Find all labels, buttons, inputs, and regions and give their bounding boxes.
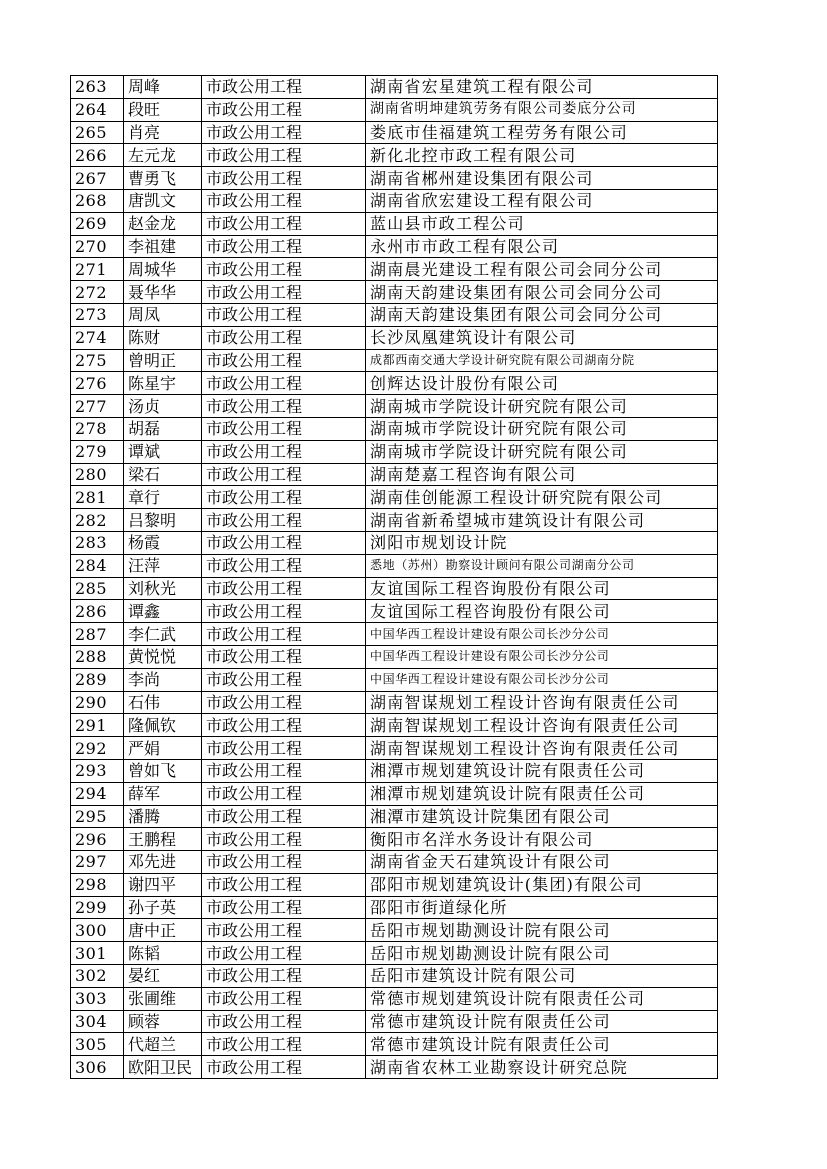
person-name: 汪萍 [124, 554, 202, 577]
discipline-category: 市政公用工程 [202, 121, 366, 144]
organization-name: 常德市规划建筑设计院有限责任公司 [366, 987, 718, 1010]
row-number: 287 [71, 623, 124, 646]
table-row [71, 577, 718, 600]
table-row [71, 212, 718, 235]
person-name: 隆佩钦 [124, 714, 202, 737]
table-row [71, 531, 718, 554]
table-row [71, 98, 718, 121]
table-row [71, 987, 718, 1010]
discipline-category: 市政公用工程 [202, 600, 366, 623]
table-row [71, 851, 718, 874]
row-number: 298 [71, 873, 124, 896]
organization-name: 邵阳市街道绿化所 [366, 896, 718, 919]
person-name: 刘秋光 [124, 577, 202, 600]
organization-name: 湖南省农林工业勘察设计研究总院 [366, 1056, 718, 1079]
row-number: 282 [71, 509, 124, 532]
organization-name: 友谊国际工程咨询股份有限公司 [366, 600, 718, 623]
discipline-category: 市政公用工程 [202, 873, 366, 896]
person-name: 李仁武 [124, 623, 202, 646]
discipline-category: 市政公用工程 [202, 623, 366, 646]
row-number: 297 [71, 851, 124, 874]
discipline-category: 市政公用工程 [202, 668, 366, 691]
table-row [71, 668, 718, 691]
table-row [71, 554, 718, 577]
person-name: 胡磊 [124, 417, 202, 440]
row-number: 294 [71, 782, 124, 805]
table-row [71, 782, 718, 805]
table-row [71, 942, 718, 965]
row-number: 263 [71, 76, 124, 99]
row-number: 284 [71, 554, 124, 577]
organization-name: 悉地（苏州）勘察设计顾问有限公司湖南分公司 [366, 554, 718, 577]
organization-name: 湖南天韵建设集团有限公司会同分公司 [366, 303, 718, 326]
row-number: 305 [71, 1033, 124, 1056]
person-name: 严娟 [124, 737, 202, 760]
row-number: 268 [71, 189, 124, 212]
discipline-category: 市政公用工程 [202, 486, 366, 509]
discipline-category: 市政公用工程 [202, 509, 366, 532]
table-row [71, 645, 718, 668]
row-number: 271 [71, 258, 124, 281]
row-number: 280 [71, 463, 124, 486]
organization-name: 湖南省宏星建筑工程有限公司 [366, 76, 718, 99]
row-number: 302 [71, 965, 124, 988]
discipline-category: 市政公用工程 [202, 919, 366, 942]
organization-name: 中国华西工程设计建设有限公司长沙分公司 [366, 668, 718, 691]
organization-name: 岳阳市规划勘测设计院有限公司 [366, 942, 718, 965]
row-number: 290 [71, 691, 124, 714]
person-name: 欧阳卫民 [124, 1056, 202, 1079]
person-name: 谭鑫 [124, 600, 202, 623]
organization-name: 中国华西工程设计建设有限公司长沙分公司 [366, 623, 718, 646]
discipline-category: 市政公用工程 [202, 167, 366, 190]
person-name: 张圃维 [124, 987, 202, 1010]
discipline-category: 市政公用工程 [202, 828, 366, 851]
discipline-category: 市政公用工程 [202, 463, 366, 486]
table-row [71, 965, 718, 988]
person-name: 谭斌 [124, 440, 202, 463]
discipline-category: 市政公用工程 [202, 417, 366, 440]
discipline-category: 市政公用工程 [202, 714, 366, 737]
person-name: 谢四平 [124, 873, 202, 896]
row-number: 292 [71, 737, 124, 760]
person-name: 曾明正 [124, 349, 202, 372]
person-name: 李祖建 [124, 235, 202, 258]
organization-name: 浏阳市规划设计院 [366, 531, 718, 554]
organization-name: 永州市市政工程有限公司 [366, 235, 718, 258]
organization-name: 湖南智谋规划工程设计咨询有限责任公司 [366, 691, 718, 714]
row-number: 266 [71, 144, 124, 167]
table-row [71, 395, 718, 418]
person-name: 唐中正 [124, 919, 202, 942]
row-number: 274 [71, 326, 124, 349]
row-number: 293 [71, 759, 124, 782]
table-row [71, 281, 718, 304]
person-name: 李尚 [124, 668, 202, 691]
table-row [71, 1010, 718, 1033]
discipline-category: 市政公用工程 [202, 987, 366, 1010]
person-name: 周凤 [124, 303, 202, 326]
discipline-category: 市政公用工程 [202, 577, 366, 600]
row-number: 278 [71, 417, 124, 440]
person-name: 梁石 [124, 463, 202, 486]
person-name: 陈星宇 [124, 372, 202, 395]
table-row [71, 440, 718, 463]
organization-name: 湖南省欣宏建设工程有限公司 [366, 189, 718, 212]
table-row [71, 258, 718, 281]
organization-name: 湖南省金天石建筑设计有限公司 [366, 851, 718, 874]
organization-name: 湖南城市学院设计研究院有限公司 [366, 440, 718, 463]
organization-name: 常德市建筑设计院有限责任公司 [366, 1033, 718, 1056]
table-row [71, 600, 718, 623]
table-row [71, 759, 718, 782]
person-name: 黄悦悦 [124, 645, 202, 668]
organization-name: 湘潭市建筑设计院集团有限公司 [366, 805, 718, 828]
organization-name: 岳阳市规划勘测设计院有限公司 [366, 919, 718, 942]
discipline-category: 市政公用工程 [202, 965, 366, 988]
discipline-category: 市政公用工程 [202, 805, 366, 828]
organization-name: 湘潭市规划建筑设计院有限责任公司 [366, 759, 718, 782]
discipline-category: 市政公用工程 [202, 531, 366, 554]
person-name: 曹勇飞 [124, 167, 202, 190]
row-number: 272 [71, 281, 124, 304]
table-row [71, 76, 718, 99]
organization-name: 长沙凤凰建筑设计有限公司 [366, 326, 718, 349]
registry-table [70, 75, 718, 1079]
row-number: 303 [71, 987, 124, 1010]
person-name: 孙子英 [124, 896, 202, 919]
organization-name: 湖南智谋规划工程设计咨询有限责任公司 [366, 737, 718, 760]
organization-name: 创辉达设计股份有限公司 [366, 372, 718, 395]
organization-name: 常德市建筑设计院有限责任公司 [366, 1010, 718, 1033]
table-row [71, 303, 718, 326]
table-row [71, 896, 718, 919]
organization-name: 新化北控市政工程有限公司 [366, 144, 718, 167]
organization-name: 衡阳市名洋水务设计有限公司 [366, 828, 718, 851]
organization-name: 湖南佳创能源工程设计研究院有限公司 [366, 486, 718, 509]
table-row [71, 691, 718, 714]
table-row [71, 189, 718, 212]
organization-name: 中国华西工程设计建设有限公司长沙分公司 [366, 645, 718, 668]
person-name: 聂华华 [124, 281, 202, 304]
table-row [71, 235, 718, 258]
table-row [71, 509, 718, 532]
person-name: 肖亮 [124, 121, 202, 144]
row-number: 299 [71, 896, 124, 919]
discipline-category: 市政公用工程 [202, 144, 366, 167]
person-name: 唐凯文 [124, 189, 202, 212]
organization-name: 湖南城市学院设计研究院有限公司 [366, 417, 718, 440]
organization-name: 邵阳市规划建筑设计(集团)有限公司 [366, 873, 718, 896]
row-number: 283 [71, 531, 124, 554]
row-number: 288 [71, 645, 124, 668]
person-name: 吕黎明 [124, 509, 202, 532]
discipline-category: 市政公用工程 [202, 759, 366, 782]
table-row [71, 372, 718, 395]
discipline-category: 市政公用工程 [202, 281, 366, 304]
table-row [71, 463, 718, 486]
discipline-category: 市政公用工程 [202, 326, 366, 349]
person-name: 周城华 [124, 258, 202, 281]
person-name: 邓先进 [124, 851, 202, 874]
table-row [71, 919, 718, 942]
row-number: 273 [71, 303, 124, 326]
discipline-category: 市政公用工程 [202, 440, 366, 463]
row-number: 277 [71, 395, 124, 418]
row-number: 281 [71, 486, 124, 509]
person-name: 石伟 [124, 691, 202, 714]
organization-name: 娄底市佳福建筑工程劳务有限公司 [366, 121, 718, 144]
person-name: 王鹏程 [124, 828, 202, 851]
organization-name: 成都西南交通大学设计研究院有限公司湖南分院 [366, 349, 718, 372]
person-name: 章行 [124, 486, 202, 509]
row-number: 279 [71, 440, 124, 463]
table-row [71, 1033, 718, 1056]
table-row [71, 805, 718, 828]
row-number: 296 [71, 828, 124, 851]
row-number: 304 [71, 1010, 124, 1033]
person-name: 左元龙 [124, 144, 202, 167]
person-name: 汤贞 [124, 395, 202, 418]
row-number: 300 [71, 919, 124, 942]
row-number: 269 [71, 212, 124, 235]
discipline-category: 市政公用工程 [202, 896, 366, 919]
table-row [71, 623, 718, 646]
organization-name: 湖南城市学院设计研究院有限公司 [366, 395, 718, 418]
row-number: 291 [71, 714, 124, 737]
row-number: 286 [71, 600, 124, 623]
row-number: 295 [71, 805, 124, 828]
organization-name: 友谊国际工程咨询股份有限公司 [366, 577, 718, 600]
table-row [71, 326, 718, 349]
organization-name: 湖南省明坤建筑劳务有限公司娄底分公司 [366, 98, 718, 121]
table-row [71, 714, 718, 737]
organization-name: 湘潭市规划建筑设计院有限责任公司 [366, 782, 718, 805]
organization-name: 湖南省新希望城市建筑设计有限公司 [366, 509, 718, 532]
row-number: 275 [71, 349, 124, 372]
discipline-category: 市政公用工程 [202, 98, 366, 121]
discipline-category: 市政公用工程 [202, 258, 366, 281]
person-name: 周峰 [124, 76, 202, 99]
person-name: 陈财 [124, 326, 202, 349]
discipline-category: 市政公用工程 [202, 737, 366, 760]
person-name: 段旺 [124, 98, 202, 121]
row-number: 270 [71, 235, 124, 258]
organization-name: 湖南晨光建设工程有限公司会同分公司 [366, 258, 718, 281]
discipline-category: 市政公用工程 [202, 76, 366, 99]
discipline-category: 市政公用工程 [202, 235, 366, 258]
discipline-category: 市政公用工程 [202, 349, 366, 372]
person-name: 晏红 [124, 965, 202, 988]
discipline-category: 市政公用工程 [202, 395, 366, 418]
table-row [71, 873, 718, 896]
table-row [71, 486, 718, 509]
row-number: 285 [71, 577, 124, 600]
person-name: 代超兰 [124, 1033, 202, 1056]
person-name: 杨霞 [124, 531, 202, 554]
row-number: 267 [71, 167, 124, 190]
discipline-category: 市政公用工程 [202, 372, 366, 395]
table-row [71, 417, 718, 440]
organization-name: 湖南楚嘉工程咨询有限公司 [366, 463, 718, 486]
discipline-category: 市政公用工程 [202, 1010, 366, 1033]
row-number: 306 [71, 1056, 124, 1079]
table-row [71, 828, 718, 851]
organization-name: 蓝山县市政工程公司 [366, 212, 718, 235]
discipline-category: 市政公用工程 [202, 645, 366, 668]
person-name: 曾如飞 [124, 759, 202, 782]
person-name: 陈韬 [124, 942, 202, 965]
row-number: 265 [71, 121, 124, 144]
person-name: 赵金龙 [124, 212, 202, 235]
discipline-category: 市政公用工程 [202, 691, 366, 714]
discipline-category: 市政公用工程 [202, 1056, 366, 1079]
discipline-category: 市政公用工程 [202, 782, 366, 805]
organization-name: 岳阳市建筑设计院有限公司 [366, 965, 718, 988]
discipline-category: 市政公用工程 [202, 212, 366, 235]
discipline-category: 市政公用工程 [202, 554, 366, 577]
registry-rows [71, 76, 718, 1079]
person-name: 顾蓉 [124, 1010, 202, 1033]
table-row [71, 1056, 718, 1079]
person-name: 潘腾 [124, 805, 202, 828]
discipline-category: 市政公用工程 [202, 189, 366, 212]
person-name: 薛军 [124, 782, 202, 805]
row-number: 276 [71, 372, 124, 395]
discipline-category: 市政公用工程 [202, 303, 366, 326]
table-row [71, 121, 718, 144]
organization-name: 湖南天韵建设集团有限公司会同分公司 [366, 281, 718, 304]
table-row [71, 167, 718, 190]
table-row [71, 737, 718, 760]
row-number: 264 [71, 98, 124, 121]
discipline-category: 市政公用工程 [202, 851, 366, 874]
organization-name: 湖南智谋规划工程设计咨询有限责任公司 [366, 714, 718, 737]
table-row [71, 144, 718, 167]
organization-name: 湖南省郴州建设集团有限公司 [366, 167, 718, 190]
table-row [71, 349, 718, 372]
row-number: 301 [71, 942, 124, 965]
row-number: 289 [71, 668, 124, 691]
discipline-category: 市政公用工程 [202, 1033, 366, 1056]
discipline-category: 市政公用工程 [202, 942, 366, 965]
